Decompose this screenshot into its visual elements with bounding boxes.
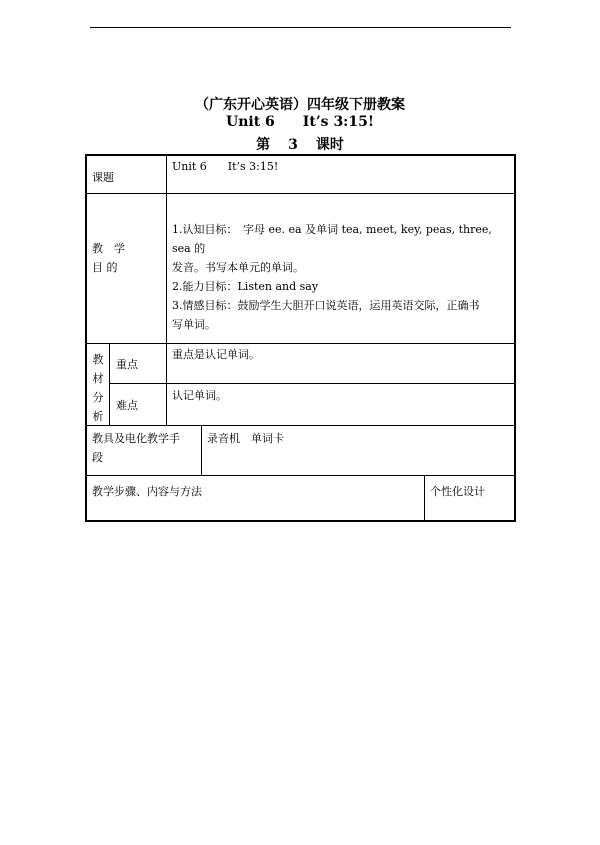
unit-label: Unit 6 [226,114,275,130]
objective-line: 1.认知目标： 字母 ee. ea 及单词 tea, meet, key, peas, three, sea 的 [172,223,492,255]
objectives-label-line-1: 教 学 [92,242,125,255]
lesson-title: It’s 3:15! [302,114,374,130]
difficult-label-cell [110,384,167,426]
period-prefix: 第 [256,137,271,153]
objectives-label-cell [85,194,167,344]
difficult-value: 认记单词。 [172,389,227,402]
objectives-list [172,220,510,334]
steps-label: 教学步骤、内容与方法 [92,485,202,498]
period-suffix: 课时 [315,137,344,153]
unit-title [0,114,600,130]
analysis-char: 析 [92,410,104,423]
objective-line: 发音。书写本单元的单词。 [172,261,304,274]
objective-line: 3.情感目标：鼓励学生大胆开口说英语，运用英语交际，正确书 [172,299,480,312]
header-rule [90,27,511,28]
objective-line: 2.能力目标：Listen and say [172,280,319,293]
key-point-value-cell [167,344,516,384]
objectives-value-cell [167,194,516,344]
personal-design-cell [425,476,516,522]
difficult-label: 难点 [116,399,138,412]
topic-label-cell [85,154,167,194]
topic-value: Unit 6 It’s 3:15! [172,160,279,173]
tools-label-line-1: 教具及电化教学手 [92,432,180,445]
key-point-value: 重点是认记单词。 [172,348,260,361]
topic-value-cell [167,154,516,194]
period-title [0,134,600,154]
tools-value-cell [202,426,516,476]
tools-label-cell [85,426,202,476]
analysis-char: 材 [92,372,104,385]
key-point-label-cell [110,344,167,384]
document-title: （广东开心英语）四年级下册教案 [195,97,405,113]
tools-value: 录音机 单词卡 [207,432,284,445]
period-number: 3 [288,137,298,153]
difficult-value-cell [167,384,516,426]
objectives-label-line-2: 目 的 [92,261,118,274]
lesson-plan-table [85,154,516,522]
key-point-label: 重点 [116,358,138,371]
steps-label-cell [85,476,425,522]
personal-design-label: 个性化设计 [430,485,485,498]
tools-label-line-2: 段 [92,451,103,464]
analysis-char: 教 [92,353,104,366]
analysis-char: 分 [92,391,104,404]
analysis-label-cell [85,344,110,426]
topic-label: 课题 [92,171,114,184]
objective-line: 写单词。 [172,318,216,331]
